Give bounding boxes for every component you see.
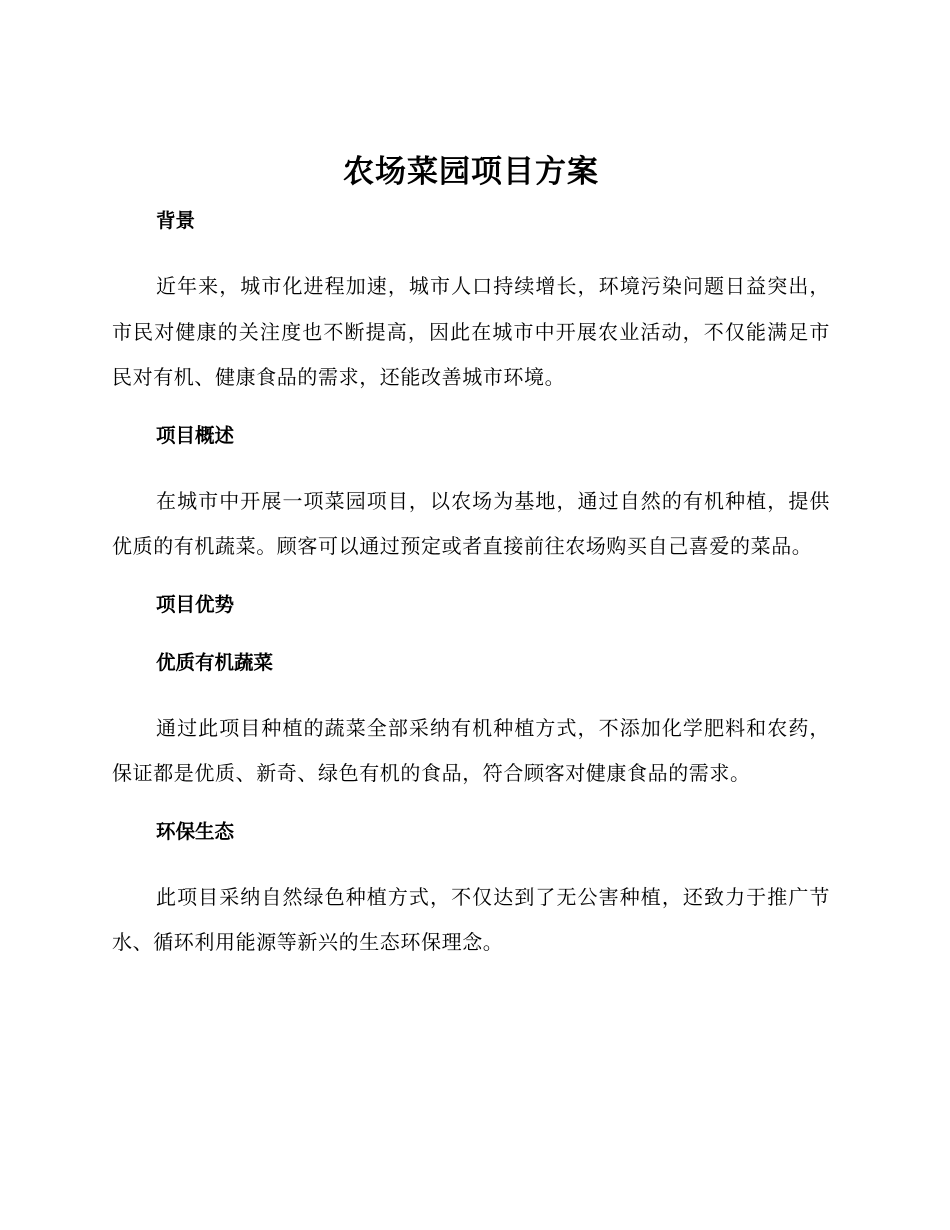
section-heading-advantages: 项目优势 — [156, 592, 235, 616]
section-paragraph-background: 近年来，城市化进程加速，城市人口持续增长，环境污染问题日益突出，市民对健康的关注度也不断提高，因此在城市中开展农业活动，不仅能满足市民对有机、健康食品的需求，还能改善城市环境。 — [112, 274, 830, 389]
subsection-heading-organic: 优质有机蔬菜 — [156, 650, 274, 674]
document-title: 农场菜园项目方案 — [343, 154, 599, 190]
section-heading-overview: 项目概述 — [156, 423, 235, 447]
subsection-heading-eco: 环保生态 — [156, 819, 235, 843]
subsection-paragraph-eco: 此项目采纳自然绿色种植方式，不仅达到了无公害种植，还致力于推广节水、循环利用能源等新兴的生态环保理念。 — [112, 884, 830, 954]
section-heading-background: 背景 — [156, 209, 196, 232]
document-page — [112, 150, 830, 966]
subsection-paragraph-organic: 通过此项目种植的蔬菜全部采纳有机种植方式，不添加化学肥料和农药，保证都是优质、新奇、绿色有机的食品，符合顾客对健康食品的需求。 — [112, 715, 830, 785]
section-paragraph-overview: 在城市中开展一项菜园项目，以农场为基地，通过自然的有机种植，提供优质的有机蔬菜。顾客可以通过预定或者直接前往农场购买自己喜爱的菜品。 — [112, 488, 830, 558]
